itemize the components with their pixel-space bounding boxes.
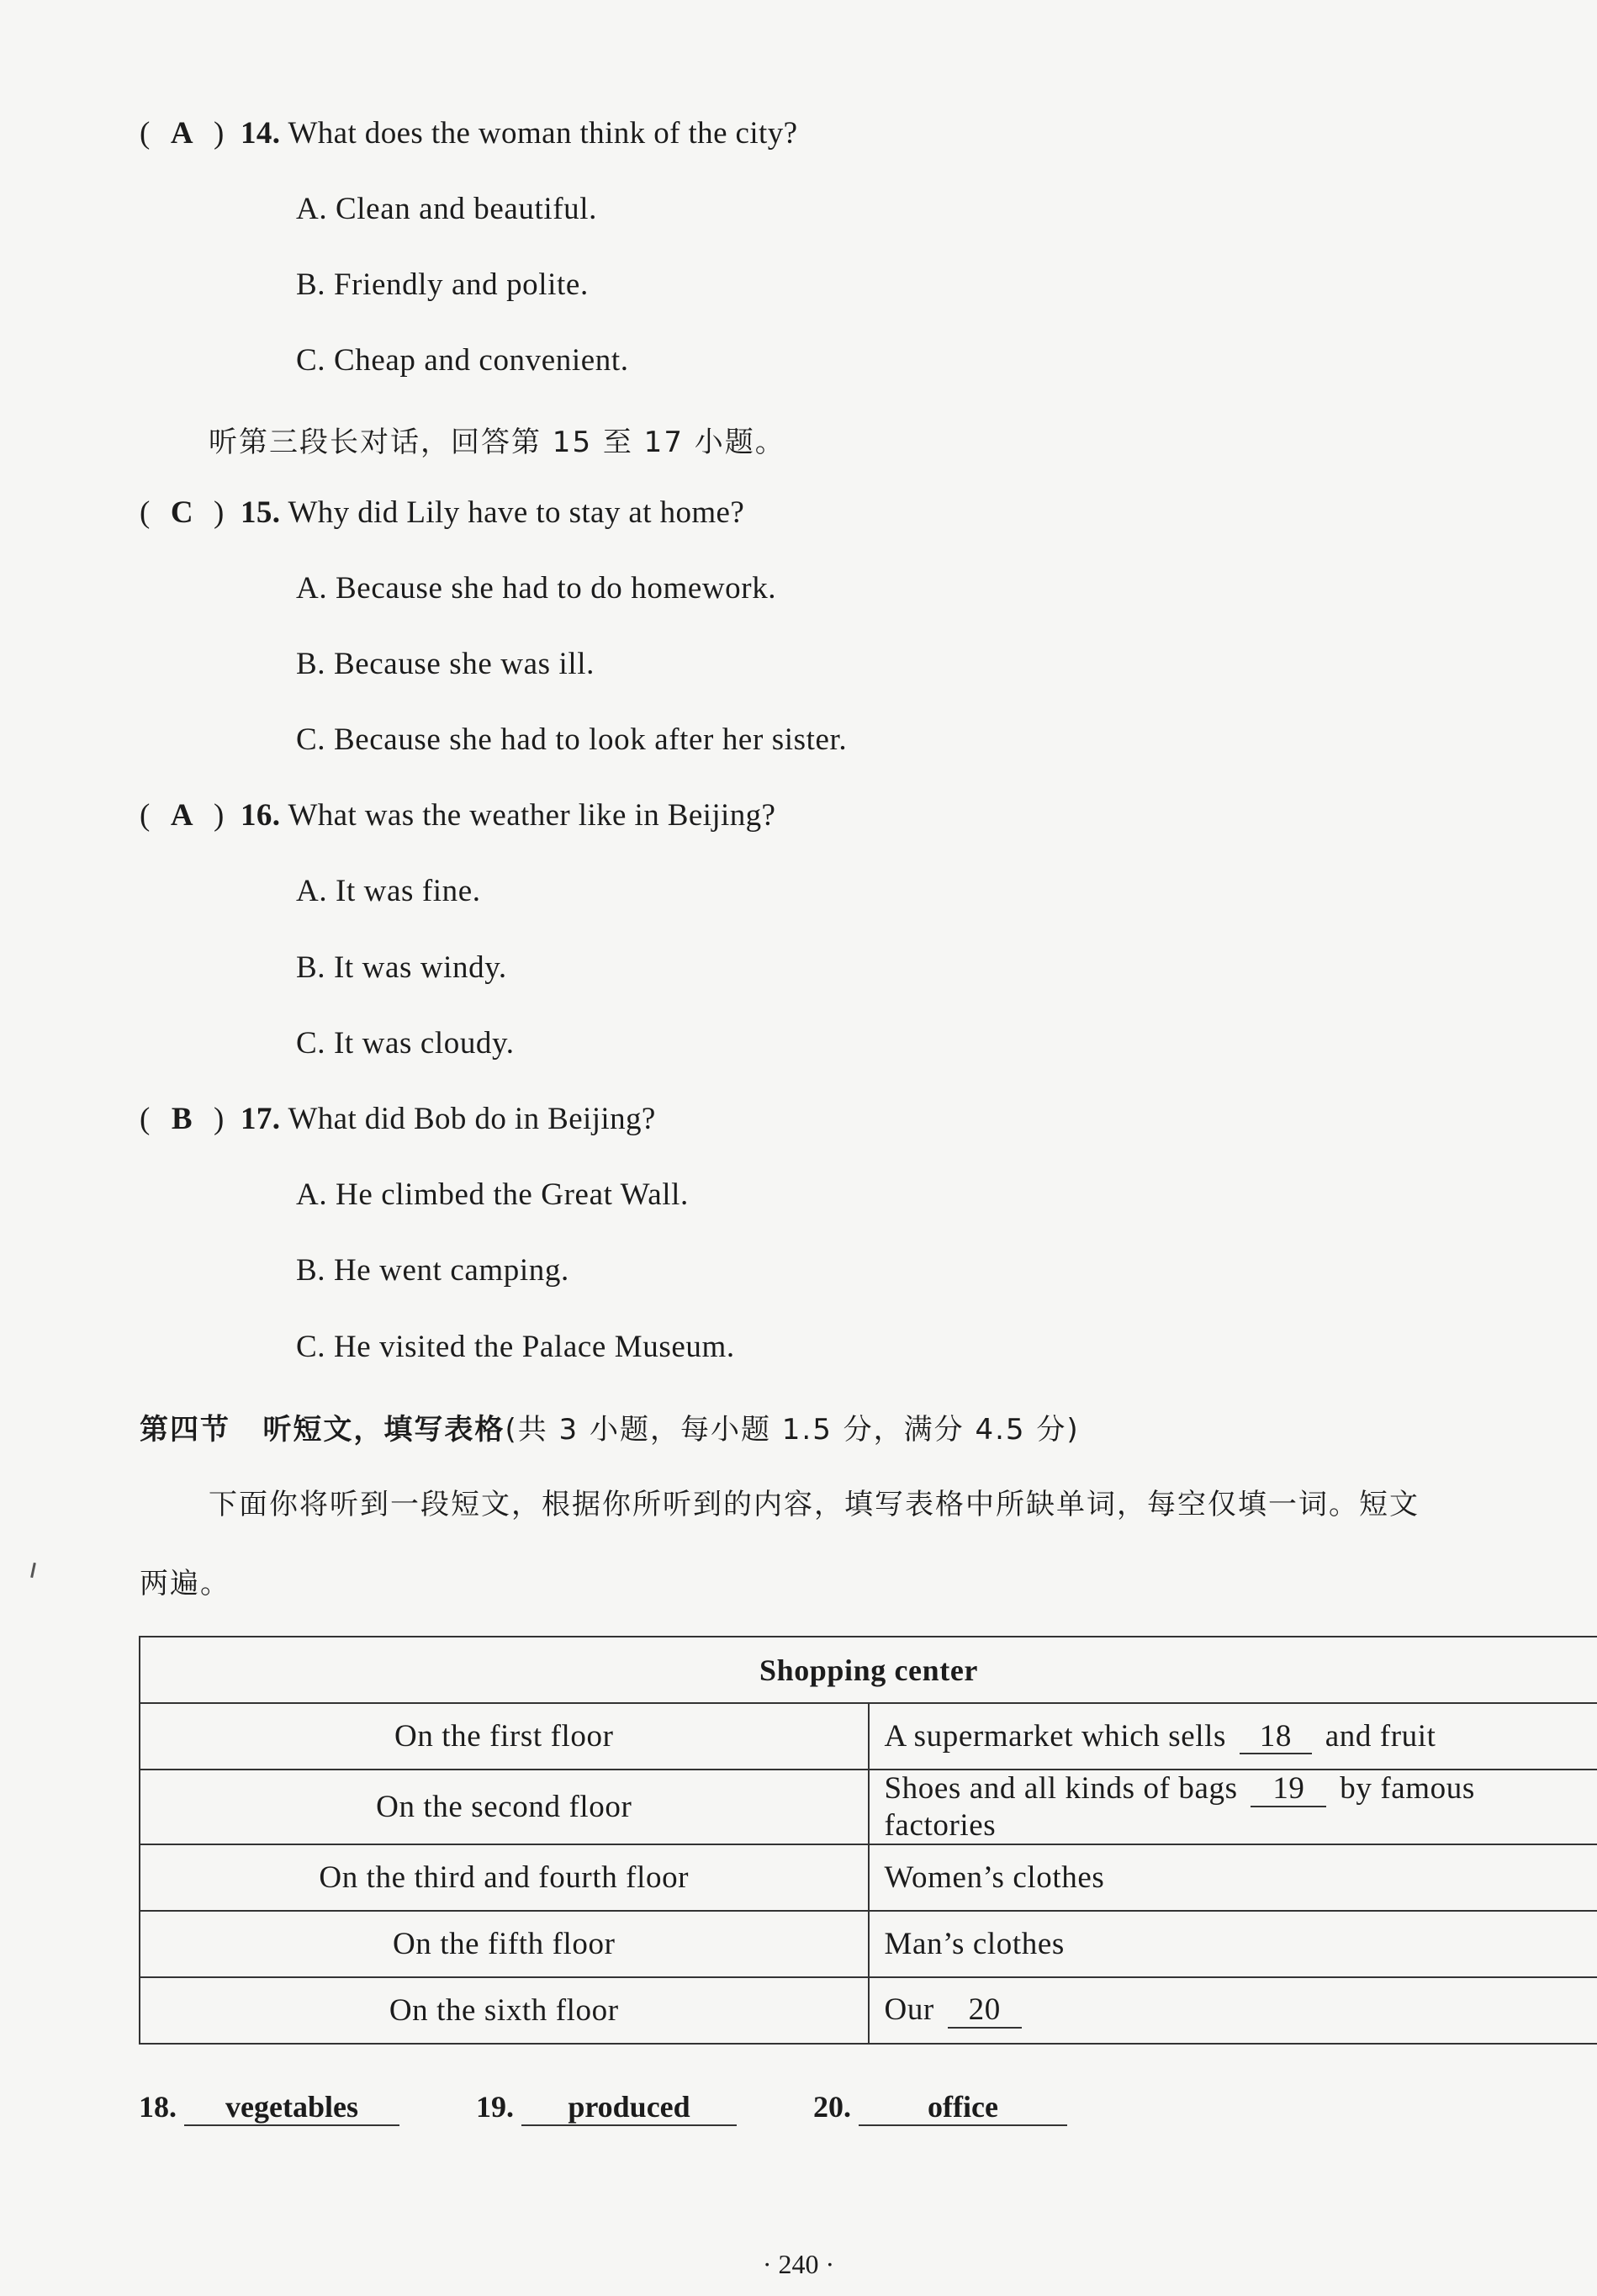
question-16 <box>140 797 775 833</box>
answer-20 <box>813 2089 1067 2126</box>
floor-cell: On the sixth floor <box>140 1977 869 2044</box>
option: C. Because she had to look after her sister. <box>296 722 848 757</box>
description-text: by famous factories <box>884 1771 1475 1843</box>
answer-blank: 19 <box>1251 1773 1326 1807</box>
answer-blank: 18 <box>1240 1721 1312 1755</box>
question-number: 17. <box>241 1102 281 1136</box>
question-text: What was the weather like in Beijing? <box>288 798 776 833</box>
floor-cell: On the third and fourth floor <box>140 1844 869 1911</box>
question-number: 15. <box>241 495 281 530</box>
answer-blank: 20 <box>948 1994 1022 2029</box>
floor-cell: On the fifth floor <box>140 1911 869 1977</box>
question-text: What did Bob do in Beijing? <box>288 1102 656 1136</box>
option: B. Because she was ill. <box>296 647 595 681</box>
answer-letter: B <box>171 1102 193 1136</box>
table-row <box>140 1977 1597 2044</box>
description-cell <box>869 1770 1597 1844</box>
answer-value: vegetables <box>184 2091 399 2126</box>
answer-letter: C <box>170 495 193 530</box>
description-cell <box>869 1844 1597 1911</box>
option: B. Friendly and polite. <box>296 267 589 302</box>
description-cell <box>869 1911 1597 1977</box>
description-text: and fruit <box>1325 1718 1436 1754</box>
option: B. It was windy. <box>296 950 507 985</box>
question-17 <box>140 1101 656 1137</box>
section-scoring: (共 3 小题，每小题 1.5 分，满分 4.5 分) <box>505 1413 1080 1447</box>
description-cell <box>869 1703 1597 1770</box>
floor-cell: On the first floor <box>140 1703 869 1770</box>
answer-paren: ( C ) <box>140 495 225 530</box>
table-row <box>140 1911 1597 1977</box>
option: A. Because she had to do homework. <box>296 571 777 606</box>
description-cell <box>869 1977 1597 2044</box>
question-15 <box>140 495 744 531</box>
question-number: 14. <box>241 116 281 151</box>
shopping-center-table <box>139 1636 1597 2045</box>
section-instruction-line1: 下面你将听到一段短文，根据你所听到的内容，填写表格中所缺单词，每空仅填一词。短文 <box>209 1488 1420 1521</box>
question-14 <box>140 115 797 151</box>
option: B. He went camping. <box>296 1253 569 1288</box>
answer-paren: ( A ) <box>140 798 225 833</box>
description-text: Man’s clothes <box>884 1926 1065 1961</box>
option: C. He visited the Palace Museum. <box>296 1330 735 1364</box>
answer-number: 20. <box>813 2090 851 2124</box>
description-text: Shoes and all kinds of bags <box>884 1771 1238 1806</box>
answer-letter: A <box>170 798 193 833</box>
description-text: A supermarket which sells <box>884 1718 1226 1754</box>
table-header-row <box>140 1637 1597 1703</box>
section-instruction-line2: 两遍。 <box>140 1567 230 1600</box>
table-row <box>140 1770 1597 1844</box>
answer-letter: A <box>170 116 193 151</box>
answer-number: 19. <box>476 2090 514 2124</box>
question-text: What does the woman think of the city? <box>288 116 798 151</box>
page-number: · 240 · <box>762 2249 835 2279</box>
option: C. Cheap and convenient. <box>296 343 629 378</box>
table-row <box>140 1844 1597 1911</box>
option: A. It was fine. <box>296 874 481 908</box>
section-heading <box>140 1406 1080 1447</box>
section-number: 第四节 <box>140 1413 230 1447</box>
option: A. He climbed the Great Wall. <box>296 1177 689 1212</box>
stray-mark <box>30 1563 36 1578</box>
answer-value: produced <box>521 2091 737 2126</box>
table-row <box>140 1703 1597 1770</box>
table-title: Shopping center <box>140 1637 1597 1703</box>
answer-number: 18. <box>139 2090 177 2124</box>
answer-18 <box>139 2089 399 2126</box>
answer-value: office <box>859 2091 1067 2126</box>
floor-cell: On the second floor <box>140 1770 869 1844</box>
question-number: 16. <box>241 798 281 833</box>
option: A. Clean and beautiful. <box>296 192 598 226</box>
question-text: Why did Lily have to stay at home? <box>288 495 745 530</box>
description-text: Our <box>884 1992 934 2028</box>
dialogue-instruction: 听第三段长对话，回答第 15 至 17 小题。 <box>209 426 785 459</box>
answer-paren: ( A ) <box>140 116 225 151</box>
answer-paren: ( B ) <box>140 1102 225 1136</box>
description-text: Women’s clothes <box>884 1860 1105 1895</box>
section-title: 听短文，填写表格 <box>262 1413 505 1447</box>
answer-19 <box>476 2089 737 2126</box>
option: C. It was cloudy. <box>296 1026 515 1061</box>
